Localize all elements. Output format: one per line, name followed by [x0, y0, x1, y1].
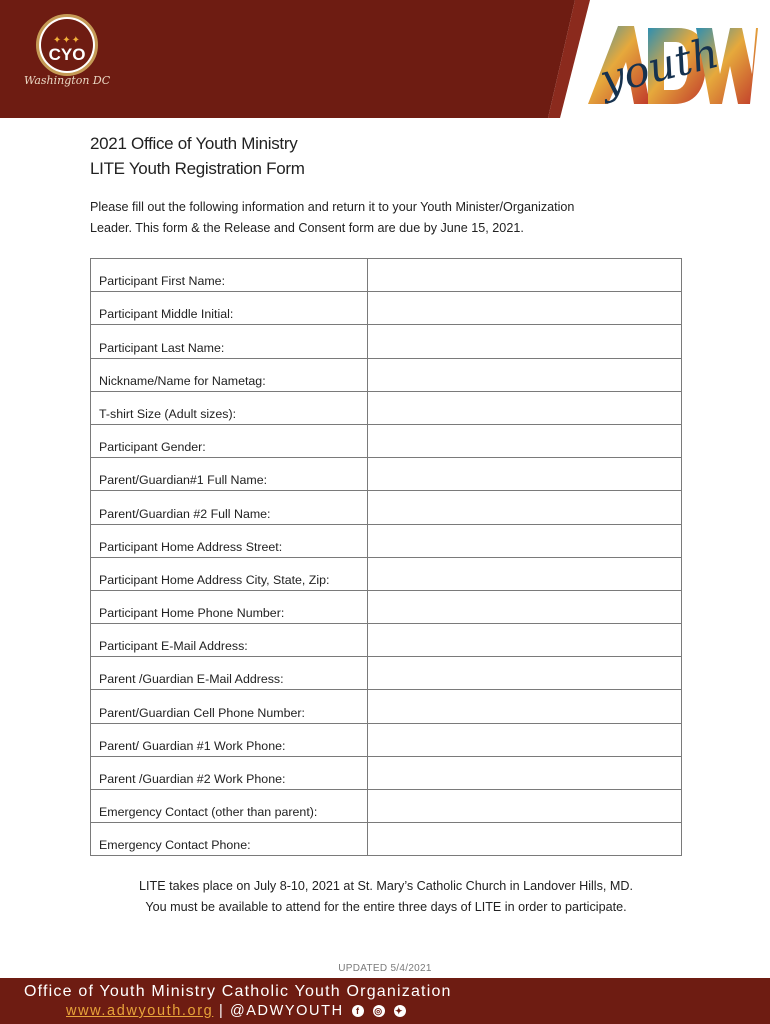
field-input[interactable]: [367, 657, 681, 690]
footer-org-name: Office of Youth Ministry Catholic Youth Organization: [24, 983, 452, 1000]
form-row: [91, 491, 682, 524]
footer-separator: |: [213, 1003, 230, 1019]
form-row: [91, 823, 682, 856]
event-note: [90, 876, 682, 918]
field-input[interactable]: [367, 491, 681, 524]
adw-script-text: youth: [595, 27, 724, 105]
field-label: Parent /Guardian E-Mail Address:: [91, 657, 368, 690]
field-label: Participant Last Name:: [91, 325, 368, 358]
form-row: [91, 557, 682, 590]
registration-table: [90, 258, 682, 856]
header-band: [0, 0, 770, 118]
form-row: [91, 690, 682, 723]
form-row: [91, 424, 682, 457]
field-label: Parent/Guardian #2 Full Name:: [91, 491, 368, 524]
form-row: [91, 325, 682, 358]
field-label: Participant Middle Initial:: [91, 292, 368, 325]
form-row: [91, 790, 682, 823]
form-row: [91, 756, 682, 789]
field-input[interactable]: [367, 756, 681, 789]
title-line-2: LITE Youth Registration Form: [90, 159, 305, 178]
form-row: [91, 458, 682, 491]
field-label: Participant E-Mail Address:: [91, 624, 368, 657]
title-line-1: 2021 Office of Youth Ministry: [90, 134, 298, 153]
field-input[interactable]: [367, 458, 681, 491]
updated-date: UPDATED 5/4/2021: [338, 963, 432, 974]
form-row: [91, 723, 682, 756]
field-label: Participant Home Address City, State, Zip:: [91, 557, 368, 590]
field-input[interactable]: [367, 823, 681, 856]
field-label: T-shirt Size (Adult sizes):: [91, 391, 368, 424]
field-label: Participant First Name:: [91, 259, 368, 292]
form-row: [91, 624, 682, 657]
note-line-2: You must be available to attend for the entire three days of LITE in order to participate.: [145, 900, 627, 914]
field-label: Parent/ Guardian #1 Work Phone:: [91, 723, 368, 756]
field-label: Emergency Contact (other than parent):: [91, 790, 368, 823]
cyo-logo-script: Washington DC: [24, 74, 111, 87]
field-input[interactable]: [367, 590, 681, 623]
website-link[interactable]: www.adwyouth.org: [66, 1003, 214, 1019]
instagram-icon[interactable]: ◎: [374, 1006, 384, 1017]
footer-contact: [66, 1003, 406, 1019]
field-input[interactable]: [367, 790, 681, 823]
field-input[interactable]: [367, 325, 681, 358]
form-title: [90, 131, 305, 181]
intro-line-2: Leader. This form & the Release and Consent form are due by June 15, 2021.: [90, 221, 524, 235]
twitter-icon[interactable]: ✦: [394, 1006, 405, 1017]
field-input[interactable]: [367, 624, 681, 657]
people-icon: ✦✦✦: [52, 35, 82, 46]
field-input[interactable]: [367, 524, 681, 557]
form-row: [91, 292, 682, 325]
form-row: [91, 259, 682, 292]
social-handle: @ADWYOUTH: [229, 1003, 344, 1019]
form-row: [91, 657, 682, 690]
field-label: Parent /Guardian #2 Work Phone:: [91, 756, 368, 789]
field-input[interactable]: [367, 391, 681, 424]
field-input[interactable]: [367, 557, 681, 590]
field-label: Parent/Guardian Cell Phone Number:: [91, 690, 368, 723]
facebook-icon[interactable]: f: [352, 1005, 364, 1017]
field-input[interactable]: [367, 358, 681, 391]
form-row: [91, 358, 682, 391]
field-input[interactable]: [367, 424, 681, 457]
form-row: [91, 524, 682, 557]
field-input[interactable]: [367, 690, 681, 723]
field-input[interactable]: [367, 259, 681, 292]
field-label: Participant Home Phone Number:: [91, 590, 368, 623]
form-row: [91, 590, 682, 623]
field-label: Participant Gender:: [91, 424, 368, 457]
field-input[interactable]: [367, 723, 681, 756]
field-label: Parent/Guardian#1 Full Name:: [91, 458, 368, 491]
field-label: Nickname/Name for Nametag:: [91, 358, 368, 391]
field-label: Emergency Contact Phone:: [91, 823, 368, 856]
intro-text: [90, 197, 690, 239]
intro-line-1: Please fill out the following information and return it to your Youth Minister/Organization: [90, 200, 575, 214]
footer: [0, 978, 770, 1024]
adw-youth-logo: [578, 12, 758, 112]
cyo-logo-text: CYO: [48, 45, 86, 64]
note-line-1: LITE takes place on July 8-10, 2021 at St. Mary’s Catholic Church in Landover Hills, MD.: [139, 879, 633, 893]
field-label: Participant Home Address Street:: [91, 524, 368, 557]
field-input[interactable]: [367, 292, 681, 325]
form-row: [91, 391, 682, 424]
cyo-logo: [22, 10, 112, 100]
